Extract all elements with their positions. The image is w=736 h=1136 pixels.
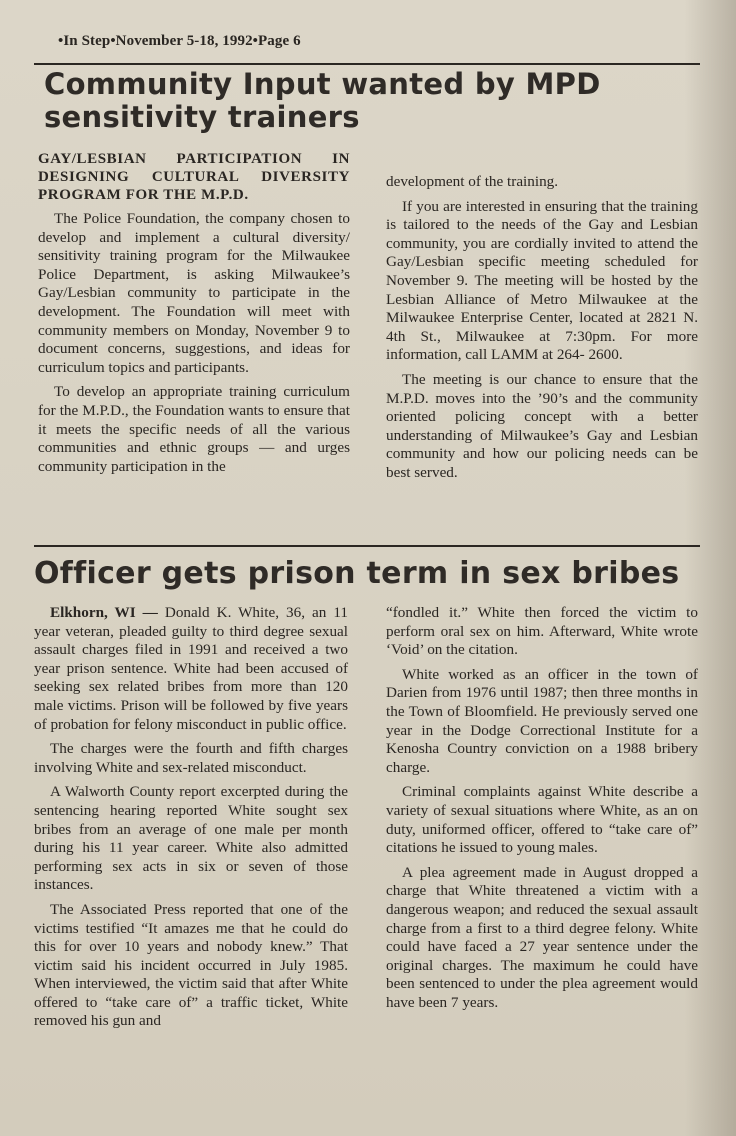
- article1-paragraph: development of the training.: [386, 173, 559, 190]
- article2-headline: Officer gets prison term in sex bribes: [34, 556, 680, 591]
- page-folio: •In Step•November 5-18, 1992•Page 6: [58, 33, 301, 49]
- article2-column-2: [386, 604, 698, 1012]
- section-rule: [34, 545, 700, 547]
- article1-column-1: [38, 150, 350, 476]
- top-rule: [34, 63, 700, 65]
- article2-paragraph: The Associated Press reported that one of the victims testified “It amazes me that he could do this for over 10 years and nobody knew.” That victim said his incident occurred in July 1985. When interviewed, the victim said that after White offered to “take care of” a traffic ticket, White removed his gun and: [34, 900, 348, 1030]
- article2-paragraph: White worked as an officer in the town of Darien from 1976 until 1987; then three months in the Town of Bloomfield. He previously served one year in the Dodge Correctional Institute for a Kenosha Country conviction on a 1988 bribery charge.: [386, 665, 698, 776]
- article1-paragraph: The Police Foundation, the company chosen to develop and implement a cultural diversity/ sensitivity training program for the Milwaukee Police Department, is asking Milwaukee’s Gay/Lesbian community to participate in the development. The Foundation will meet with community members on Monday, November 9 to document concerns, suggestions, and ideas for curriculum topics and participants.: [38, 210, 350, 376]
- article1-column-2: [386, 173, 698, 483]
- article2-lead-paragraph: [34, 604, 348, 734]
- article1-paragraph: If you are interested in ensuring that the training is tailored to the needs of the Gay and Lesbian community, you are cordially invited to attend the Gay/Lesbian specific meeting scheduled for November 9. The meeting will be hosted by the Lesbian Alliance of Metro Milwaukee at the Milwaukee Enterprise Center, located at 2821 N. 4th St., Milwaukee at 7:30pm. For more information, call LAMM at 264- 2600.: [386, 197, 698, 364]
- article2-paragraph: A plea agreement made in August dropped a charge that White threatened a victim with a dangerous weapon; and reduced the sexual assault charge from a first to a third degree felony. White could have faced a 27 year sentence under the original charges. The maximum he could have been sentenced to under the plea agreement would have been 7 years.: [386, 863, 698, 1011]
- article2-paragraph: The charges were the fourth and fifth charges involving White and sex-related misconduct.: [34, 740, 348, 776]
- article2-paragraph: Criminal complaints against White describe a variety of sexual situations where White, as an on duty, uniformed officer, offered to “take care of” citations he issued to young males.: [386, 783, 698, 857]
- article1-subhead: GAY/LESBIAN PARTICIPATION IN DESIGNING CULTURAL DIVERSITY PROGRAM FOR THE M.P.D.: [38, 151, 350, 203]
- article1-paragraph: The meeting is our chance to ensure that the M.P.D. moves into the ’90’s and the community oriented policing concept with a better understanding of Milwaukee’s Gay and Lesbian community and how our policing needs can be best served.: [386, 370, 698, 481]
- article2-paragraph: “fondled it.” White then forced the victim to perform oral sex on him. Afterward, White wrote ‘Void’ on the citation.: [386, 604, 698, 659]
- article2-dateline: Elkhorn, WI —: [50, 604, 158, 621]
- article1-paragraph: To develop an appropriate training curriculum for the M.P.D., the Foundation wants to ensure that it meets the specific needs of all the various communities and ethnic groups — and urges community participation in the: [38, 383, 350, 475]
- article1-headline: Community Input wanted by MPD sensitivity trainers: [44, 67, 601, 134]
- article2-column-1: [34, 604, 348, 1031]
- article2-lead-text: Donald K. White, 36, an 11 year veteran, pleaded guilty to third degree sexual assault charges filed in 1991 and received a two year prison sentence. White had been accused of seeking sex related bribes from more than 120 male victims. Prison will be followed by five years of probation for felony misconduct in public office.: [34, 604, 348, 733]
- article2-paragraph: A Walworth County report excerpted during the sentencing hearing reported White sought sex bribes from an average of one male per month during his 11 year career. White also admitted performing sex acts in six or seven of those instances.: [34, 783, 348, 894]
